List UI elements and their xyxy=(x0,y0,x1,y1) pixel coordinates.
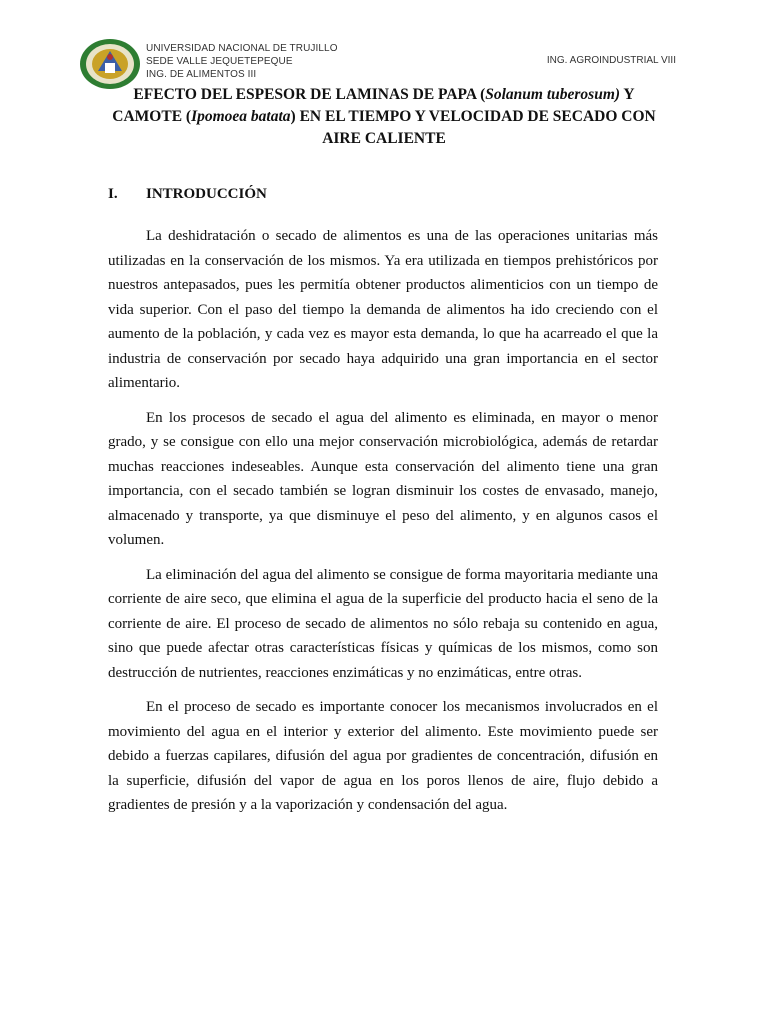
header-program: ING. AGROINDUSTRIAL VIII xyxy=(546,55,676,66)
paragraph: En el proceso de secado es importante conocer los mecanismos involucrados en el movimiento del agua en el interior y exterior del alimento. Este movimiento puede ser debido a fuerzas capilares, difusión del agua por gradientes de concentración, difusión en la superficie, difusión del vapor de agua en los poros llenos de aire, flujo debido a gradientes de presión y a la vaporización y condensación del agua. xyxy=(108,699,658,813)
header-institution xyxy=(146,42,338,81)
title-species-potato: Solanum tuberosum) xyxy=(485,86,621,103)
paragraph: La eliminación del agua del alimento se consigue de forma mayoritaria mediante una corriente de aire seco, que elimina el agua de la superficie del producto hacia el seno de la corriente de aire. El proceso de secado de alimentos no sólo rebaja su contenido en agua, sino que puede afectar otras características físicas y químicas de los mismos, como son destrucción de nutrientes, reacciones enzimáticas y no enzimáticas, entre otras. xyxy=(108,566,658,681)
body-text xyxy=(108,224,658,828)
document-title xyxy=(108,84,660,150)
header-course: ING. DE ALIMENTOS III xyxy=(146,69,257,80)
title-species-sweet-potato: Ipomoea batata xyxy=(191,108,291,125)
paragraph: La deshidratación o secado de alimentos es una de las operaciones unitarias más utilizadas en la conservación de los mismos. Ya era utilizada en tiempos prehistóricos por nuestros antepasados, pues les permitía obtener productos alimenticios con un tiempo de vida superior. Con el paso del tiempo la demanda de alimentos ha ido creciendo con el aumento de la población, y cada vez es mayor esta demanda, lo que ha acarreado el que la industria de conservación por secado haya adquirido una gran importancia en el sector alimentario. xyxy=(108,228,658,391)
title-part-1: EFECTO DEL ESPESOR DE LAMINAS DE PAPA ( xyxy=(133,86,486,103)
university-seal-logo xyxy=(78,37,142,91)
title-part-3: ) EN EL TIEMPO Y VELOCIDAD DE SECADO CON AIRE CALIENTE xyxy=(290,108,656,147)
section-heading xyxy=(108,186,267,203)
paragraph: En los procesos de secado el agua del alimento es eliminada, en mayor o menor grado, y se consigue con ello una mejor conservación microbiológica, además de retardar muchas reacciones indeseables. Aunque esta conservación del alimento tiene una gran importancia, con el secado también se logran disminuir los costes de envasado, manejo, almacenado y transporte, ya que disminuye el peso del alimento, y en algunos casos el volumen. xyxy=(108,409,658,548)
title-part-2: Y CAMOTE ( xyxy=(112,86,635,125)
header-campus: SEDE VALLE JEQUETEPEQUE xyxy=(146,56,293,67)
section-number: I. xyxy=(108,186,118,202)
section-title: INTRODUCCIÓN xyxy=(146,186,267,202)
header-university: UNIVERSIDAD NACIONAL DE TRUJILLO xyxy=(146,43,338,54)
